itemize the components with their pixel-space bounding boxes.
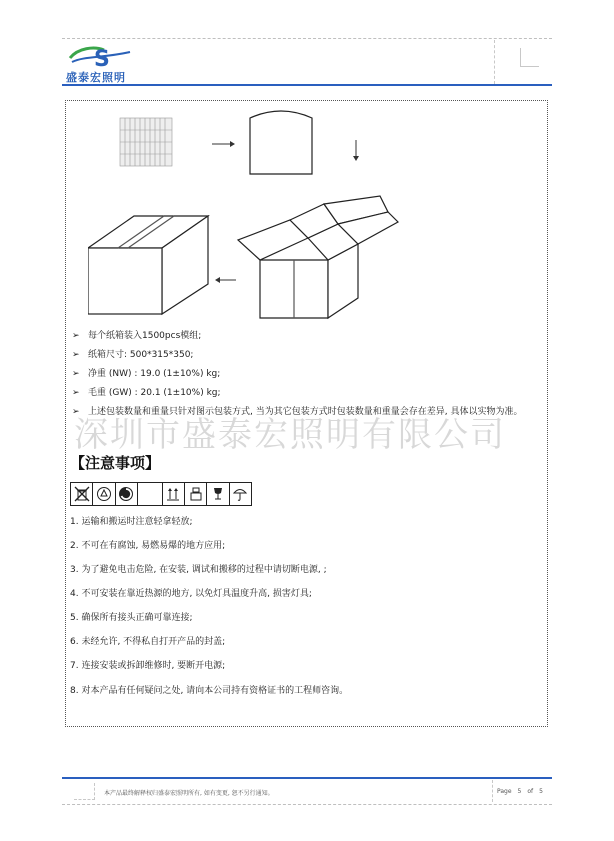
note-item: 8. 对本产品有任何疑问之处, 请向本公司持有资格证书的工程师咨询。 xyxy=(70,686,349,696)
page-current: 5 xyxy=(517,788,522,795)
bullet-arrow-icon: ➢ xyxy=(72,369,80,379)
note-item: 7. 连接安装或拆卸维修时, 要断开电源; xyxy=(70,661,226,671)
packing-bullet: ➢ 纸箱尺寸: 500*315*350; xyxy=(72,350,194,360)
bullet-arrow-icon: ➢ xyxy=(72,350,80,360)
led-modules-icon xyxy=(120,118,172,166)
page-total: 5 xyxy=(539,788,543,795)
note-item: 2. 不可在有腐蚀, 易燃易爆的地方应用; xyxy=(70,541,226,551)
crop-mark-top xyxy=(62,38,552,39)
packing-bullet: ➢ 上述包装数量和重量只针对图示包装方式, 当为其它包装方式时包装数量和重量会存在差异, 具体以实物为准。 xyxy=(72,403,540,421)
header-corner-mark xyxy=(520,48,539,67)
footer-separator xyxy=(492,780,494,802)
footer-rule xyxy=(62,777,552,779)
arrow-right-icon xyxy=(212,141,235,147)
recycle-icon xyxy=(93,483,115,505)
crop-mark-bottom xyxy=(62,804,552,805)
notes-title: 【注意事项】 xyxy=(70,454,161,472)
packing-bullet: ➢ 净重 (NW) : 19.0 (1±10%) kg; xyxy=(72,369,221,379)
header-rule xyxy=(62,84,552,86)
closed-box-icon xyxy=(88,216,208,314)
bag-icon xyxy=(250,111,312,174)
arrow-left-icon xyxy=(215,277,236,283)
packaging-symbols xyxy=(70,482,252,506)
green-dot-icon xyxy=(116,483,138,505)
packing-bullet: ➢ 毛重 (GW) : 20.1 (1±10%) kg; xyxy=(72,388,221,398)
fragile-icon xyxy=(207,483,229,505)
packing-illustration xyxy=(88,108,428,326)
keep-dry-icon xyxy=(230,483,251,505)
packing-bullet: ➢ 每个纸箱装入1500pcs模组; xyxy=(72,331,202,341)
footer-notice: 本产品最终解释权归盛泰宏照明所有, 如有变更, 恕不另行通知。 xyxy=(104,790,274,797)
bullet-arrow-icon: ➢ xyxy=(72,388,80,398)
note-item: 4. 不可安装在靠近热源的地方, 以免灯具温度升高, 损害灯具; xyxy=(70,589,312,599)
bullet-arrow-icon: ➢ xyxy=(72,331,80,341)
arrow-down-icon xyxy=(353,140,359,161)
this-side-up-icon xyxy=(163,483,185,505)
page-of: of xyxy=(527,788,534,795)
stack-limit-icon xyxy=(185,483,207,505)
note-item: 3. 为了避免电击危险, 在安装, 调试和搬移的过程中请切断电源, ; xyxy=(70,565,327,575)
no-bin-icon xyxy=(71,483,93,505)
bullet-arrow-icon: ➢ xyxy=(72,407,80,417)
note-item: 6. 未经允许, 不得私自打开产品的封盖; xyxy=(70,637,226,647)
logo-letter: S xyxy=(94,47,110,72)
footer-corner-mark xyxy=(74,783,95,800)
page-label: Page xyxy=(497,788,512,795)
note-item: 5. 确保所有接头正确可靠连接; xyxy=(70,613,193,623)
note-item: 1. 运输和搬运时注意轻拿轻放; xyxy=(70,517,193,527)
open-box-icon xyxy=(238,196,398,318)
company-name: 盛泰宏照明 xyxy=(66,71,126,84)
page-indicator xyxy=(497,788,549,795)
symbol-gap xyxy=(138,483,163,505)
company-watermark: 深圳市盛泰宏照明有限公司 xyxy=(74,415,506,455)
